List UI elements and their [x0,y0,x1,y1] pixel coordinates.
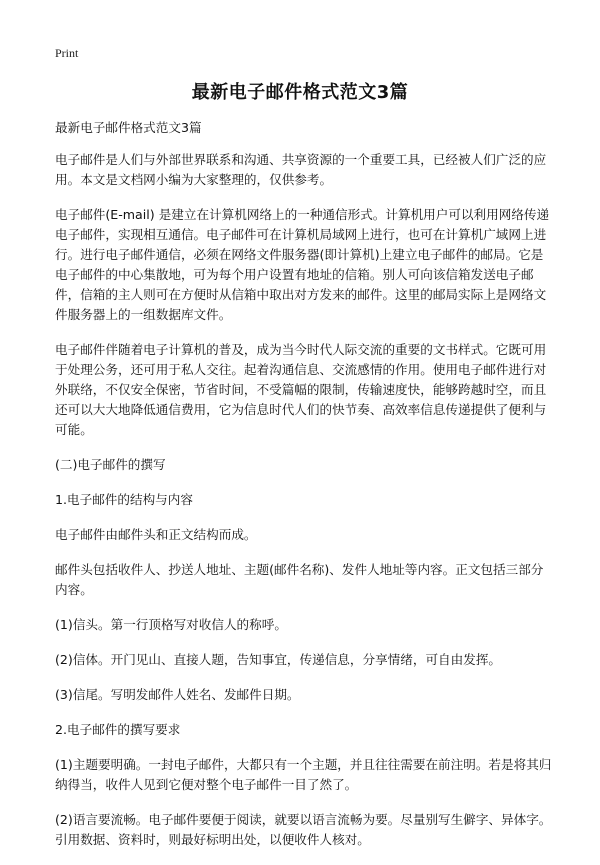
list-item-closing: (3)信尾。写明发邮件人姓名、发邮件日期。 [55,687,300,702]
list-item-salutation: (1)信头。第一行顶格写对收信人的称呼。 [55,617,287,632]
subheading-requirements: 2.电子邮件的撰写要求 [55,722,181,737]
paragraph-email-significance: 电子邮件伴随着电子计算机的普及，成为当今时代人际交流的重要的文书样式。它既可用于处理公务，还可用于私人交往。起着沟通信息、交流感情的作用。使用电子邮件进行对外联络，不仅安全保密，节省时间，不受篇幅的限制，传输速度快，能够跨越时空，而且还可以大大地降低通信费用，它为信息时代人们的快节奏、高效率信息传递提供了便利与可能。 [55,342,547,437]
paragraph-structure: 电子邮件由邮件头和正文结构而成。 [55,527,257,542]
paragraph-intro: 电子邮件是人们与外部世界联系和沟通、共享资源的一个重要工具，已经被人们广泛的应用。本文是文档网小编为大家整理的，仅供参考。 [55,152,547,187]
list-item-clear-subject: (1)主题要明确。一封电子邮件，大都只有一个主题，并且往往需要在前注明。若是将其归纳得当，收件人见到它便对整个电子邮件一目了然了。 [55,757,552,792]
paragraph-header-contents: 邮件头包括收件人、抄送人地址、主题(邮件名称)、发件人地址等内容。正文包括三部分内容。 [55,562,544,597]
print-link[interactable]: Print [55,46,79,60]
document-body [55,118,555,865]
section-heading-writing: (二)电子邮件的撰写 [55,457,166,472]
document-title: 最新电子邮件格式范文3篇 [191,82,409,103]
document-subtitle: 最新电子邮件格式范文3篇 [55,120,202,135]
subheading-structure: 1.电子邮件的结构与内容 [55,492,193,507]
list-item-body: (2)信体。开门见山、直接人题，告知事宜，传递信息，分享情绪，可自由发挥。 [55,652,502,667]
paragraph-email-definition: 电子邮件(E-mail) 是建立在计算机网络上的一种通信形式。计算机用户可以利用网络传递电子邮件，实现相互通信。电子邮件可在计算机局域网上进行，也可在计算机广域网上进行。进行电子邮件通信，必须在网络文件服务器(即计算机)上建立电子邮件的邮局。它是电子邮件的中心集散地，可为每个用户设置有地址的信箱。别人可向该信箱发送电子邮件，信箱的主人则可在方便时从信箱中取出对方发来的邮件。这里的邮局实际上是网络文件服务器上的一组数据库文件。 [55,207,550,322]
list-item-fluent-language: (2)语言要流畅。电子邮件要便于阅读，就要以语言流畅为要。尽量别写生僻字、异体字。引用数据、资料时，则最好标明出处，以便收件人核对。 [55,812,552,847]
